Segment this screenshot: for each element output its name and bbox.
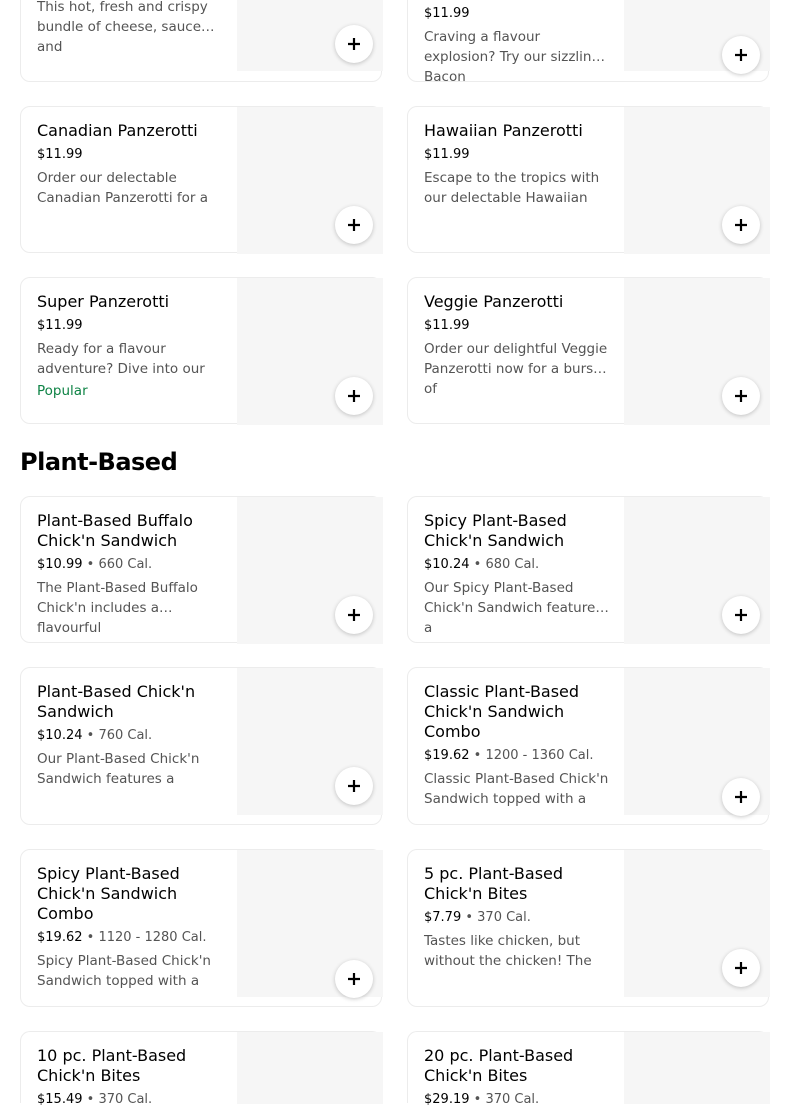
popular-badge: Popular [37,383,88,399]
add-button[interactable] [722,377,760,415]
menu-item-card[interactable] [407,277,769,424]
item-name: 5 pc. Plant-Based Chick'n Bites [424,864,564,903]
add-button[interactable] [722,778,760,816]
section-title-plant-based: Plant-Based [20,448,178,476]
item-price-calories: $19.62 • 1120 - 1280 Cal. [37,930,207,945]
add-button[interactable] [722,36,760,74]
plus-icon [734,218,748,232]
item-price-calories: $29.19 • 370 Cal. [424,1092,540,1107]
item-price: $11.99 [37,147,83,162]
item-image [237,1032,383,1104]
item-price: $11.99 [424,6,470,21]
plus-icon [347,608,361,622]
plus-icon [734,48,748,62]
menu-item-card[interactable] [20,106,382,253]
item-description: The Plant-Based Buffalo Chick'n includes a flavourful [37,580,198,636]
menu-item-card[interactable] [20,277,382,424]
menu-item-card[interactable] [407,106,769,253]
menu-item-card[interactable] [407,1031,769,1107]
item-price-calories: $19.62 • 1200 - 1360 Cal. [424,748,594,763]
add-button[interactable] [722,206,760,244]
item-description: Our Plant-Based Chick'n Sandwich features a [37,751,200,787]
plus-icon [347,218,361,232]
item-price-calories: $7.79 • 370 Cal. [424,910,531,925]
add-button[interactable] [335,596,373,634]
item-image [624,1032,770,1104]
item-name: Plant-Based Chick'n Sandwich [37,682,196,721]
add-button[interactable] [722,596,760,634]
menu-item-card[interactable] [20,667,382,825]
item-description: Ready for a flavour adventure? Dive into our [37,341,205,377]
item-name: Plant-Based Buffalo Chick'n Sandwich [37,511,193,550]
menu-item-card[interactable] [407,849,769,1007]
item-name: Classic Plant-Based Chick'n Sandwich Combo [424,682,580,741]
item-name: 20 pc. Plant-Based Chick'n Bites [424,1046,574,1085]
item-description: Classic Plant-Based Chick'n Sandwich topped with a [424,771,609,807]
plus-icon [347,972,361,986]
plus-icon [347,37,361,51]
item-description: Spicy Plant-Based Chick'n Sandwich topped with a [37,953,211,989]
add-button[interactable] [335,377,373,415]
item-name: Canadian Panzerotti [37,121,198,140]
item-price: $11.99 [424,318,470,333]
menu-item-card[interactable] [20,0,382,82]
item-description: Escape to the tropics with our delectable Hawaiian [424,170,600,206]
item-name: Spicy Plant-Based Chick'n Sandwich Combo [37,864,180,923]
plus-icon [734,608,748,622]
add-button[interactable] [335,767,373,805]
plus-icon [734,961,748,975]
item-price: $11.99 [37,318,83,333]
item-description: Order our delectable Canadian Panzerotti for a [37,170,208,206]
menu-item-card[interactable] [407,0,769,85]
item-name: 10 pc. Plant-Based Chick'n Bites [37,1046,187,1085]
item-price-calories: $10.24 • 760 Cal. [37,728,153,743]
add-button[interactable] [335,25,373,63]
item-name: Veggie Panzerotti [424,292,564,311]
item-name: Spicy Plant-Based Chick'n Sandwich [424,511,567,550]
add-button[interactable] [335,206,373,244]
menu-item-card[interactable] [20,849,382,1007]
item-description: Craving a flavour explosion? Try our sizzling Bacon [424,29,601,85]
item-name: Hawaiian Panzerotti [424,121,583,140]
menu-item-card[interactable] [20,1031,382,1107]
item-price-calories: $10.24 • 680 Cal. [424,557,540,572]
plus-icon [734,389,748,403]
item-description: Our Spicy Plant-Based Chick'n Sandwich features a [424,580,603,636]
plus-icon [734,790,748,804]
add-button[interactable] [722,949,760,987]
menu-item-card[interactable] [20,496,382,643]
item-price-calories: $10.99 • 660 Cal. [37,557,153,572]
add-button[interactable] [335,960,373,998]
plus-icon [347,779,361,793]
plus-icon [347,389,361,403]
menu-item-card[interactable] [407,496,769,643]
item-price-calories: $15.49 • 370 Cal. [37,1092,153,1107]
item-price: $11.99 [424,147,470,162]
menu-item-card[interactable] [407,667,769,825]
item-name: Super Panzerotti [37,292,170,311]
item-description: Tastes like chicken, but without the chicken! The [424,933,592,969]
item-description: Order our delightful Veggie Panzerotti now for a burst of [424,341,608,397]
item-description: This hot, fresh and crispy bundle of cheese, sauce and [37,0,208,55]
